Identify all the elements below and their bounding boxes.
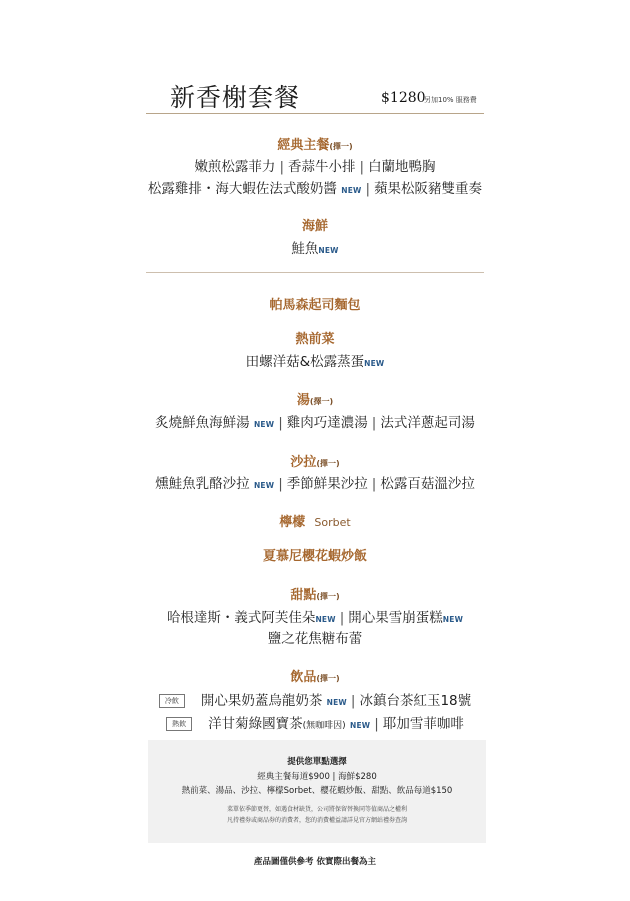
cold-drink-tag: 冷飲 <box>159 694 185 708</box>
new-badge: NEW <box>326 698 347 707</box>
main-item: 白蘭地鴨胸 <box>368 159 436 175</box>
section-appetizer-title: 熱前菜 <box>295 332 335 347</box>
main-item: 蘋果松阪豬雙重奏 <box>374 181 483 197</box>
dessert-row-2: 鹽之花焦糖布蕾 <box>267 631 363 647</box>
new-badge: NEW <box>442 615 464 624</box>
soup-item: 法式洋蔥起司湯 <box>380 415 475 431</box>
hot-drink-tag: 熱飲 <box>166 717 192 731</box>
salad-row: 燻鮭魚乳酪沙拉 NEW | 季節鮮果沙拉 | 松露百菇溫沙拉 <box>155 476 475 492</box>
drinks-hot-row: 熱飲 洋甘菊綠國寶茶(無咖啡因) NEW | 耶加雪菲咖啡 <box>0 712 630 732</box>
new-badge: NEW <box>318 246 339 255</box>
menu-title: 新香榭套餐 <box>170 83 301 112</box>
appetizer-item: 田螺洋菇&松露蒸蛋NEW <box>245 354 385 370</box>
dessert-item: 哈根達斯・義式阿芙佳朵 <box>166 610 316 626</box>
soup-item: 炙燒鮮魚海鮮湯 <box>155 415 250 431</box>
info-box-title: 提供您單點選擇 <box>287 757 347 767</box>
seafood-item: 鮭魚NEW <box>291 241 339 257</box>
info-box-note-2: 凡持禮券或商品券的消費者，您的消費權益請詳見官方網站禮券查詢 <box>226 817 407 824</box>
section-soup-title: 湯(擇一) <box>296 393 334 408</box>
service-charge-note: 另加10% 服務費 <box>424 96 477 104</box>
new-badge: NEW <box>315 615 336 624</box>
section-drinks-title: 飲品(擇一) <box>290 670 340 685</box>
drink-item: 冰鎮台茶紅玉18號 <box>359 693 472 709</box>
drink-item: 耶加雪菲咖啡 <box>382 716 464 732</box>
divider-top <box>146 113 484 114</box>
section-main-title: 經典主餐(擇一) <box>277 138 353 153</box>
soup-row: 炙燒鮮魚海鮮湯 NEW | 雞肉巧達濃湯 | 法式洋蔥起司湯 <box>155 415 475 431</box>
decaf-note: (無咖啡因) <box>302 721 346 731</box>
soup-item: 雞肉巧達濃湯 <box>286 415 368 431</box>
main-item: 嫩煎松露菲力 <box>194 159 276 175</box>
dessert-item: 開心果雪崩蛋糕 <box>348 610 443 626</box>
info-box-line-2: 熱前菜、湯品、沙拉、檸檬Sorbet、櫻花蝦炒飯、甜點、飲品每道$150 <box>181 786 453 796</box>
a-la-carte-info-box <box>148 740 486 843</box>
salad-item: 燻鮭魚乳酪沙拉 <box>155 476 250 492</box>
dessert-row-1: 哈根達斯・義式阿芙佳朵NEW | 開心果雪崩蛋糕NEW <box>166 610 464 626</box>
section-rice-title: 夏慕尼櫻花蝦炒飯 <box>262 549 367 564</box>
footer-note: 產品圖僅供參考 依實際出餐為主 <box>254 857 376 867</box>
new-badge: NEW <box>253 481 275 490</box>
main-item: 松露雞排・海大蝦佐法式酸奶醬 <box>147 181 337 197</box>
section-seafood-title: 海鮮 <box>301 219 328 234</box>
main-row-2: 松露雞排・海大蝦佐法式酸奶醬 NEW | 蘋果松阪豬雙重奏 <box>147 181 483 197</box>
main-item: 香蒜牛小排 <box>288 159 356 175</box>
salad-item: 松露百菇溫沙拉 <box>380 476 475 492</box>
drinks-cold-row: 冷飲 開心果奶蓋烏龍奶茶 NEW | 冰鎮台茶紅玉18號 <box>0 689 630 709</box>
salad-item: 季節鮮果沙拉 <box>286 476 368 492</box>
section-bread-title: 帕馬森起司麵包 <box>269 298 361 313</box>
divider-middle <box>146 272 484 273</box>
drink-item: 開心果奶蓋烏龍奶茶 <box>200 693 323 709</box>
section-salad-title: 沙拉(擇一) <box>290 455 340 470</box>
main-row-1: 嫩煎松露菲力 | 香蒜牛小排 | 白蘭地鴨胸 <box>194 159 436 175</box>
info-box-note-1: 菜單依季節更替，如遇食材缺貨，公司將保留替換同等值商品之權利 <box>226 806 407 813</box>
section-sorbet-title: 檸檬 Sorbet <box>279 515 351 530</box>
new-badge: NEW <box>364 359 385 368</box>
new-badge: NEW <box>341 186 362 195</box>
new-badge: NEW <box>253 420 275 429</box>
info-box-line-1: 經典主餐每道$900 | 海鮮$280 <box>257 772 377 782</box>
menu-price: $1280 <box>381 90 426 106</box>
section-dessert-title: 甜點(擇一) <box>290 588 340 603</box>
drink-item: 洋甘菊綠國寶茶 <box>208 716 303 732</box>
new-badge: NEW <box>349 721 371 730</box>
